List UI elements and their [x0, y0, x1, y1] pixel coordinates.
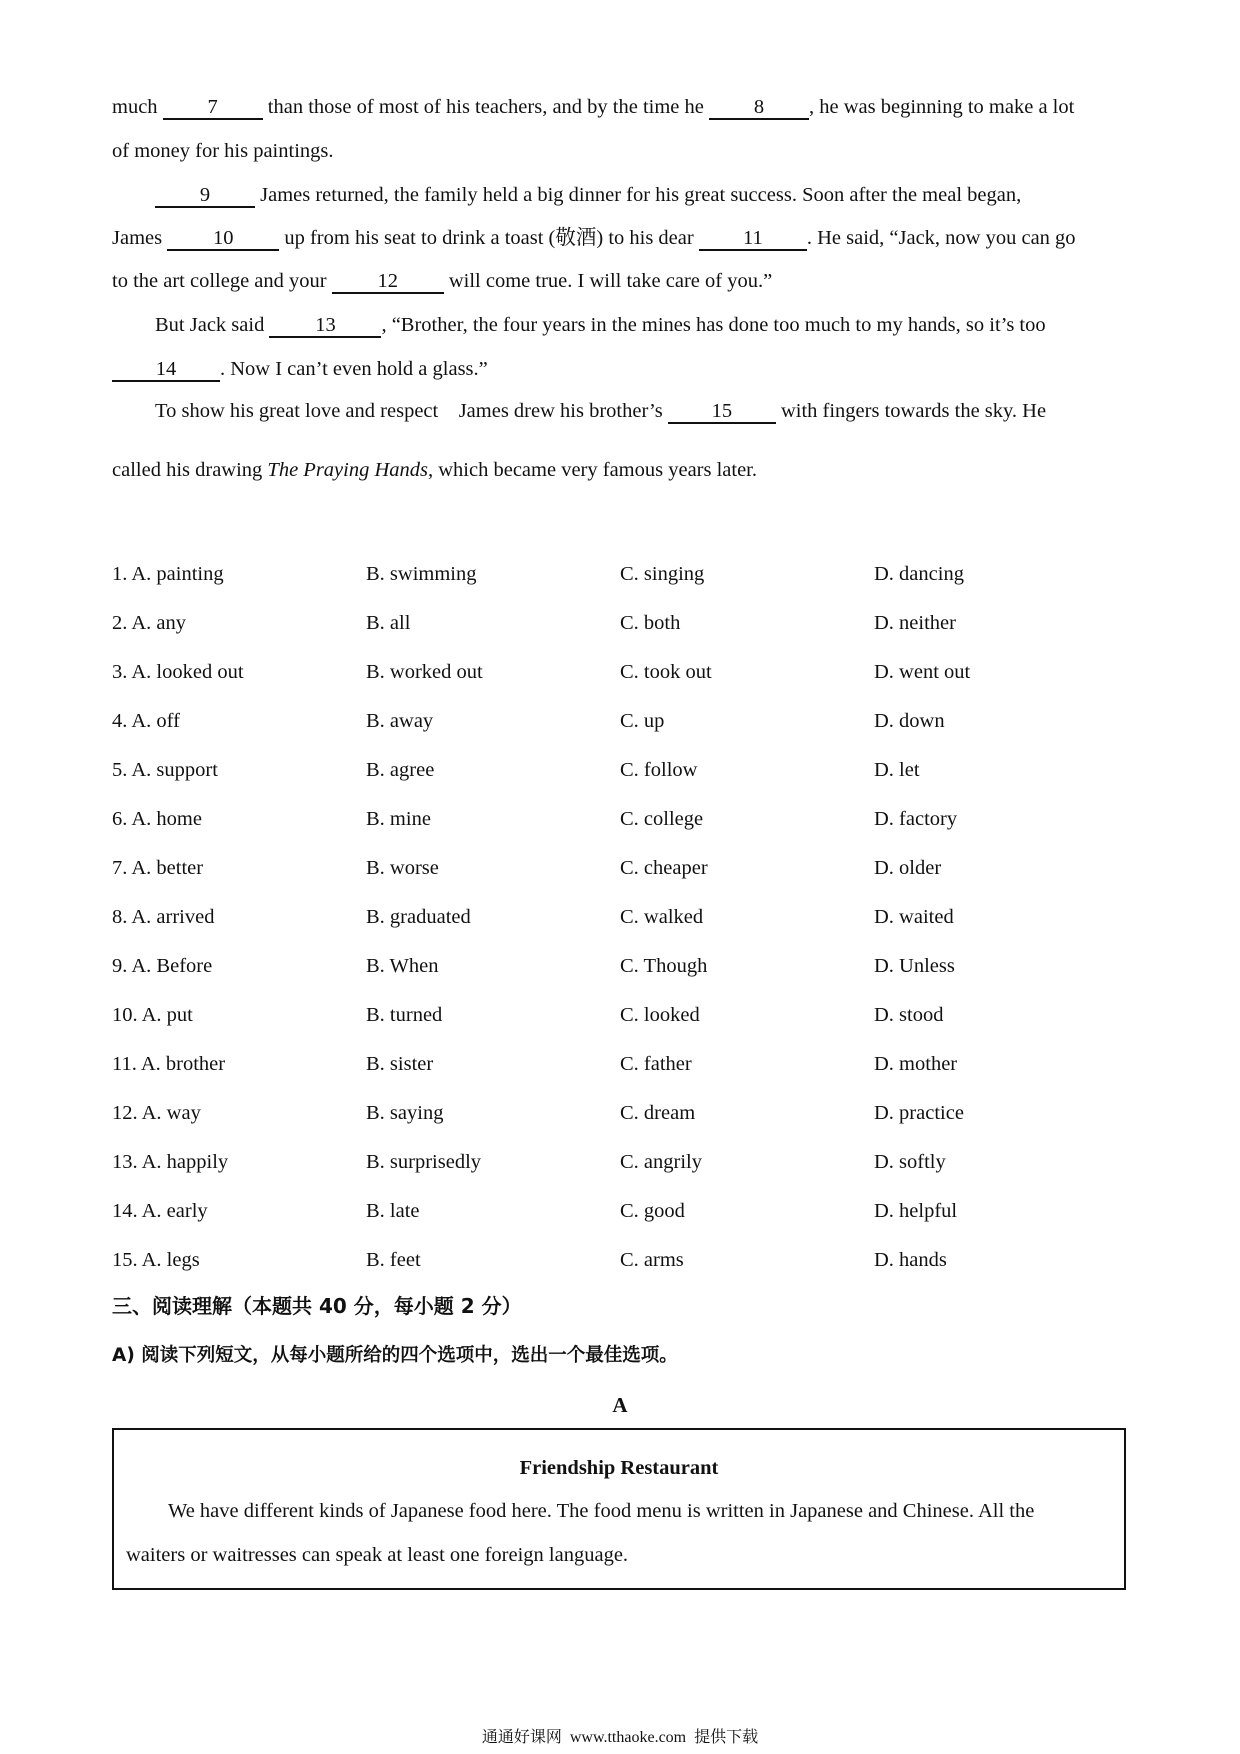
passage-line	[112, 93, 1130, 121]
blank-7: 7	[163, 96, 263, 120]
passage-line	[112, 456, 1130, 484]
passage-line	[155, 397, 1173, 425]
option-c: C. took out	[620, 661, 712, 683]
option-row	[112, 1001, 1130, 1050]
option-row	[112, 1246, 1130, 1295]
option-d: D. stood	[874, 1004, 944, 1026]
option-row	[112, 609, 1130, 658]
option-b: B. worse	[366, 857, 439, 879]
ad-title: Friendship Restaurant	[519, 1457, 719, 1479]
option-b: B. swimming	[366, 563, 477, 585]
drawing-title: The Praying Hands	[267, 459, 428, 481]
option-b: B. worked out	[366, 661, 483, 683]
option-a: 13. A. happily	[112, 1151, 229, 1173]
text: James	[112, 227, 168, 249]
section-heading: 三、阅读理解（本题共 40 分，每小题 2 分）	[112, 1294, 522, 1318]
option-row	[112, 658, 1130, 707]
text: will come true. I will take care of you.”	[443, 270, 773, 292]
blank-11: 11	[699, 227, 807, 251]
option-c: C. follow	[620, 759, 698, 781]
option-row	[112, 707, 1130, 756]
option-d: D. helpful	[874, 1200, 958, 1222]
option-a: 1. A. painting	[112, 563, 224, 585]
option-a: 10. A. put	[112, 1004, 193, 1026]
option-c: C. Though	[620, 955, 708, 977]
text: . He said, “Jack, now you can go	[806, 227, 1076, 249]
option-d: D. down	[874, 710, 945, 732]
option-c: C. both	[620, 612, 681, 634]
option-row	[112, 756, 1130, 805]
option-c: C. angrily	[620, 1151, 702, 1173]
text: to the art college and your	[112, 270, 332, 292]
passage-letter: A	[612, 1393, 628, 1417]
option-row	[112, 952, 1130, 1001]
option-a: 7. A. better	[112, 857, 204, 879]
option-a: 12. A. way	[112, 1102, 201, 1124]
options-list	[112, 560, 1130, 1295]
option-c: C. walked	[620, 906, 704, 928]
option-d: D. factory	[874, 808, 958, 830]
text: But Jack said	[155, 314, 270, 336]
option-row	[112, 903, 1130, 952]
option-b: B. turned	[366, 1004, 443, 1026]
ad-box	[112, 1428, 1126, 1590]
blank-12: 12	[332, 270, 444, 294]
text: James returned, the family held a big dinner for his great success. Soon after the meal began,	[255, 184, 1022, 206]
option-d: D. went out	[874, 661, 971, 683]
option-d: D. practice	[874, 1102, 964, 1124]
option-row	[112, 1148, 1130, 1197]
option-a: 4. A. off	[112, 710, 180, 732]
ad-text-line: waiters or waitresses can speak at least one foreign language.	[126, 1544, 629, 1566]
option-b: B. When	[366, 955, 439, 977]
option-d: D. let	[874, 759, 920, 781]
text: called his drawing	[112, 459, 268, 481]
option-a: 2. A. any	[112, 612, 187, 634]
blank-15: 15	[668, 400, 776, 424]
option-a: 3. A. looked out	[112, 661, 244, 683]
option-b: B. surprisedly	[366, 1151, 482, 1173]
option-a: 6. A. home	[112, 808, 202, 830]
option-c: C. good	[620, 1200, 685, 1222]
option-d: D. softly	[874, 1151, 946, 1173]
option-a: 14. A. early	[112, 1200, 208, 1222]
passage-line	[112, 355, 1130, 383]
option-a: 15. A. legs	[112, 1249, 200, 1271]
blank-9: 9	[155, 184, 255, 208]
option-c: C. cheaper	[620, 857, 708, 879]
section-instructions: A) 阅读下列短文，从每小题所给的四个选项中，选出一个最佳选项。	[112, 1345, 678, 1366]
blank-8: 8	[709, 96, 809, 120]
option-d: D. neither	[874, 612, 956, 634]
option-d: D. dancing	[874, 563, 964, 585]
option-row	[112, 1197, 1130, 1246]
text: . Now I can’t even hold a glass.”	[220, 358, 488, 380]
option-c: C. arms	[620, 1249, 684, 1271]
blank-10: 10	[167, 227, 279, 251]
option-c: C. singing	[620, 563, 705, 585]
option-c: C. father	[620, 1053, 692, 1075]
option-a: 5. A. support	[112, 759, 218, 781]
text: than those of most of his teachers, and by the time he	[262, 96, 710, 118]
blank-14: 14	[112, 358, 220, 382]
passage-line: of money for his paintings.	[112, 140, 334, 162]
option-b: B. mine	[366, 808, 431, 830]
option-a: 11. A. brother	[112, 1053, 226, 1075]
option-a: 9. A. Before	[112, 955, 213, 977]
text: up from his seat to drink a toast (敬酒) to his dear	[279, 227, 699, 249]
option-d: D. hands	[874, 1249, 947, 1271]
blank-13: 13	[269, 314, 381, 338]
option-row	[112, 1050, 1130, 1099]
option-b: B. all	[366, 612, 411, 634]
text: , which became very famous years later.	[428, 459, 758, 481]
text: To show his great love and respect James drew his brother’s	[155, 400, 668, 422]
text: , “Brother, the four years in the mines has done too much to my hands, so it’s too	[381, 314, 1046, 336]
option-c: C. dream	[620, 1102, 696, 1124]
option-b: B. saying	[366, 1102, 444, 1124]
option-b: B. agree	[366, 759, 435, 781]
option-row	[112, 1099, 1130, 1148]
option-b: B. sister	[366, 1053, 434, 1075]
option-row	[112, 805, 1130, 854]
text: , he was beginning to make a lot	[809, 96, 1075, 118]
option-d: D. mother	[874, 1053, 958, 1075]
option-b: B. late	[366, 1200, 420, 1222]
passage-line	[155, 181, 1173, 209]
passage-line	[112, 267, 1130, 295]
text: much	[112, 96, 163, 118]
text: with fingers towards the sky. He	[775, 400, 1047, 422]
option-d: D. Unless	[874, 955, 955, 977]
option-b: B. away	[366, 710, 434, 732]
option-row	[112, 854, 1130, 903]
passage-line	[112, 224, 1130, 252]
option-c: C. college	[620, 808, 704, 830]
option-b: B. feet	[366, 1249, 421, 1271]
passage-line	[155, 311, 1173, 339]
option-c: C. up	[620, 710, 665, 732]
option-d: D. waited	[874, 906, 954, 928]
option-row	[112, 560, 1130, 609]
option-d: D. older	[874, 857, 942, 879]
ad-text-line: We have different kinds of Japanese food here. The food menu is written in Japanese and Chinese. All the	[168, 1500, 1035, 1522]
option-b: B. graduated	[366, 906, 471, 928]
page-footer: 通通好课网 www.tthaoke.com 提供下载	[481, 1729, 759, 1746]
option-c: C. looked	[620, 1004, 700, 1026]
option-a: 8. A. arrived	[112, 906, 215, 928]
